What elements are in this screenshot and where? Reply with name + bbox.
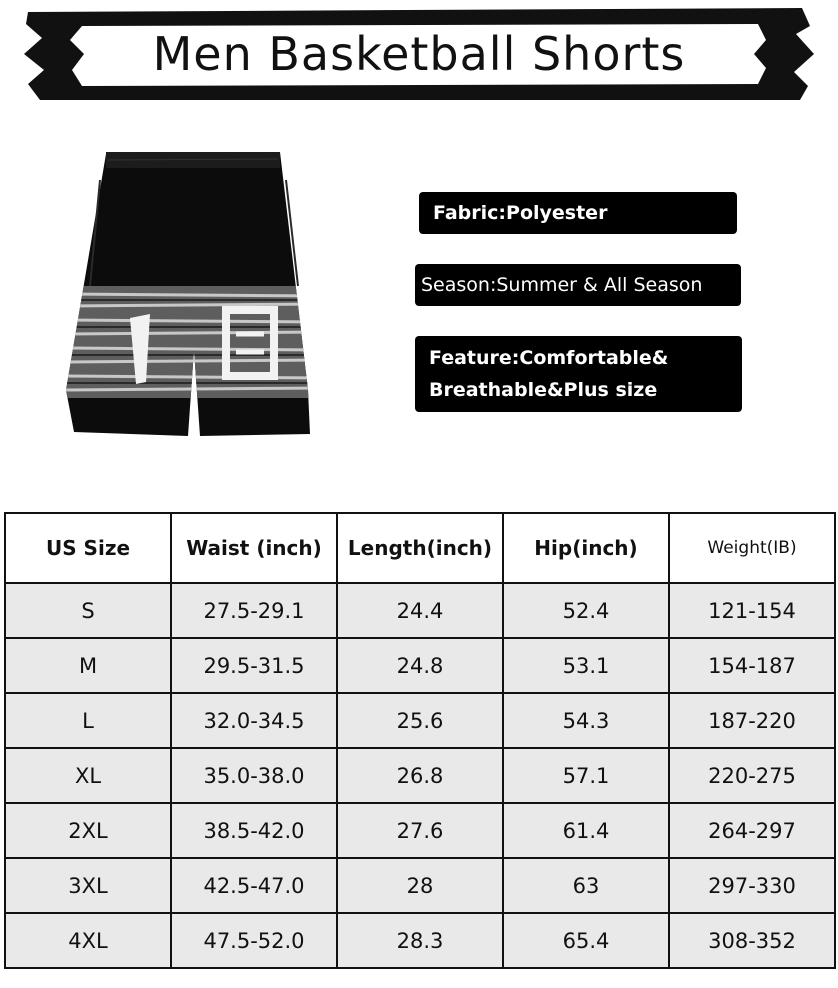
cell-hip: 65.4 bbox=[503, 913, 669, 968]
cell-hip: 54.3 bbox=[503, 693, 669, 748]
header-weight: Weight(IB) bbox=[669, 513, 835, 583]
cell-size: XL bbox=[5, 748, 171, 803]
table-row bbox=[5, 693, 835, 748]
cell-length: 24.4 bbox=[337, 583, 503, 638]
season-label: Season:Summer & All Season bbox=[421, 274, 703, 296]
header-waist: Waist (inch) bbox=[171, 513, 337, 583]
cell-length: 24.8 bbox=[337, 638, 503, 693]
cell-hip: 61.4 bbox=[503, 803, 669, 858]
cell-waist: 35.0-38.0 bbox=[171, 748, 337, 803]
cell-size: M bbox=[5, 638, 171, 693]
cell-length: 28 bbox=[337, 858, 503, 913]
cell-waist: 47.5-52.0 bbox=[171, 913, 337, 968]
cell-waist: 32.0-34.5 bbox=[171, 693, 337, 748]
header-length: Length(inch) bbox=[337, 513, 503, 583]
product-image-shorts bbox=[66, 150, 322, 442]
header-us-size: US Size bbox=[5, 513, 171, 583]
fabric-tag bbox=[419, 192, 737, 234]
cell-size: 2XL bbox=[5, 803, 171, 858]
table-header-row bbox=[5, 513, 835, 583]
cell-waist: 29.5-31.5 bbox=[171, 638, 337, 693]
cell-size: 3XL bbox=[5, 858, 171, 913]
cell-hip: 53.1 bbox=[503, 638, 669, 693]
table-row bbox=[5, 748, 835, 803]
feature-label-line1: Feature:Comfortable& bbox=[429, 347, 669, 369]
cell-length: 26.8 bbox=[337, 748, 503, 803]
cell-weight: 220-275 bbox=[669, 748, 835, 803]
cell-waist: 27.5-29.1 bbox=[171, 583, 337, 638]
cell-size: 4XL bbox=[5, 913, 171, 968]
table-row bbox=[5, 638, 835, 693]
cell-hip: 63 bbox=[503, 858, 669, 913]
cell-waist: 38.5-42.0 bbox=[171, 803, 337, 858]
size-chart-table bbox=[4, 512, 836, 969]
feature-label-line2: Breathable&Plus size bbox=[429, 379, 658, 401]
header-hip: Hip(inch) bbox=[503, 513, 669, 583]
fabric-label: Fabric:Polyester bbox=[433, 202, 608, 224]
cell-size: S bbox=[5, 583, 171, 638]
cell-length: 28.3 bbox=[337, 913, 503, 968]
cell-weight: 154-187 bbox=[669, 638, 835, 693]
cell-weight: 121-154 bbox=[669, 583, 835, 638]
cell-length: 25.6 bbox=[337, 693, 503, 748]
season-tag bbox=[415, 264, 741, 306]
table-row bbox=[5, 803, 835, 858]
feature-tag bbox=[415, 336, 742, 412]
cell-hip: 52.4 bbox=[503, 583, 669, 638]
cell-weight: 297-330 bbox=[669, 858, 835, 913]
cell-weight: 308-352 bbox=[669, 913, 835, 968]
table-row bbox=[5, 583, 835, 638]
cell-waist: 42.5-47.0 bbox=[171, 858, 337, 913]
cell-weight: 264-297 bbox=[669, 803, 835, 858]
cell-size: L bbox=[5, 693, 171, 748]
table-row bbox=[5, 858, 835, 913]
page-title: Men Basketball Shorts bbox=[152, 27, 686, 81]
header-banner bbox=[22, 4, 816, 104]
cell-hip: 57.1 bbox=[503, 748, 669, 803]
table-row bbox=[5, 913, 835, 968]
cell-weight: 187-220 bbox=[669, 693, 835, 748]
cell-length: 27.6 bbox=[337, 803, 503, 858]
